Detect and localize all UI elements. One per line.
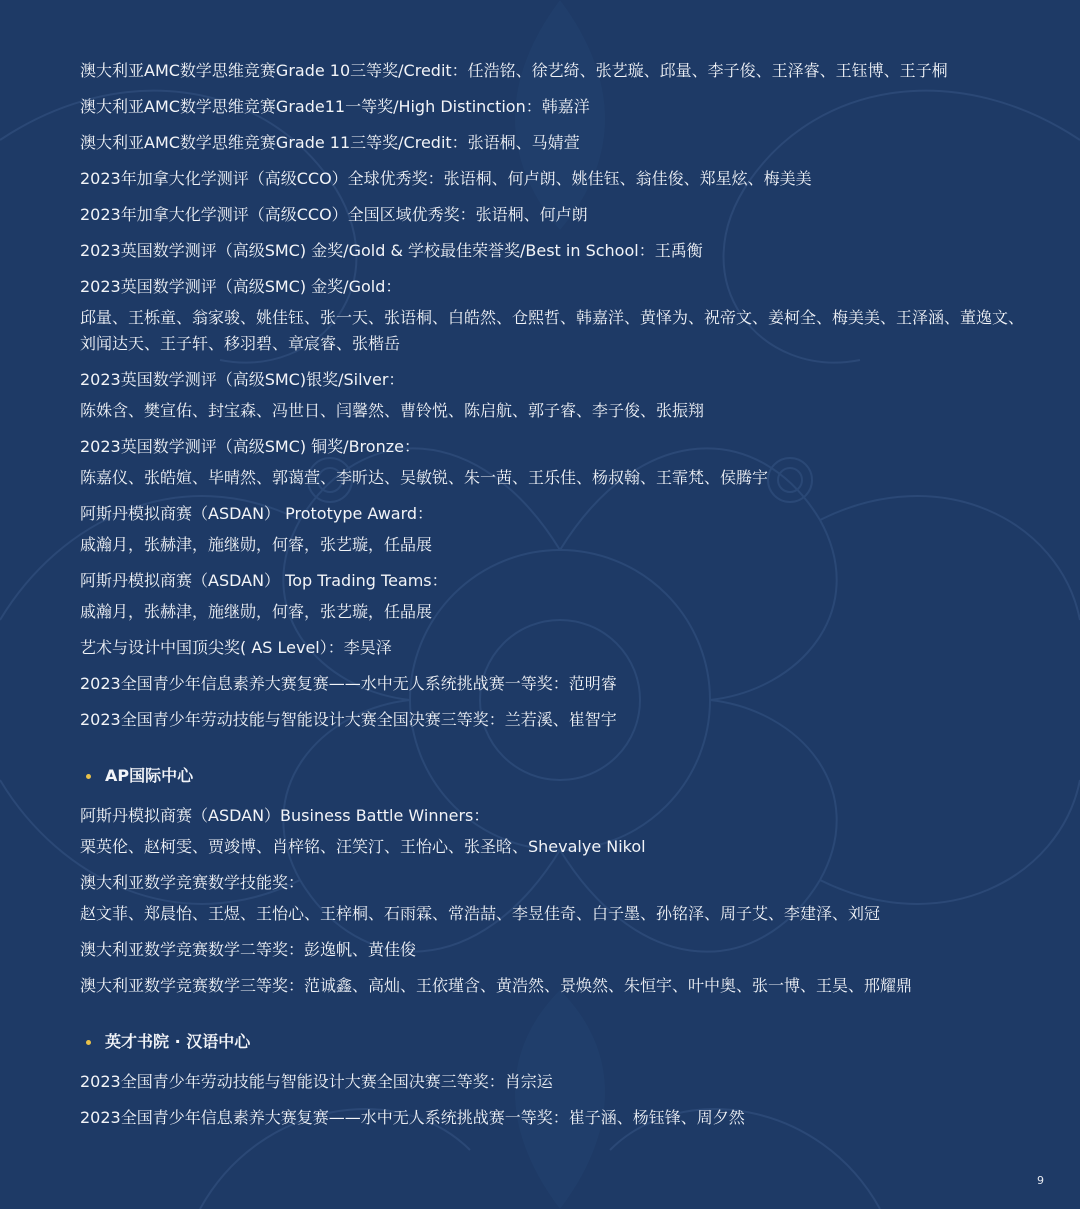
award-heading: 2023英国数学测评（高级SMC) 铜奖/Bronze：: [80, 437, 420, 456]
winner-names: 戚瀚月，张赫津，施继勋，何睿，张艺璇，任晶展: [80, 535, 433, 554]
award-line: 2023全国青少年信息素养大赛复赛——水中无人系统挑战赛一等奖：崔子涵、杨钰锋、周夕然: [80, 1108, 745, 1127]
award-line: 澳大利亚AMC数学思维竞赛Grade 10三等奖/Credit：任浩铭、徐艺绮、张艺璇、邱量、李子俊、王泽睿、王钰博、王子桐: [80, 61, 948, 80]
award-line: 2023年加拿大化学测评（高级CCO）全国区域优秀奖：张语桐、何卢朗: [80, 205, 588, 224]
award-line: 2023全国青少年劳动技能与智能设计大赛全国决赛三等奖：兰若溪、崔智宇: [80, 710, 617, 729]
award-line: 艺术与设计中国顶尖奖( AS Level）：李昊泽: [80, 638, 392, 657]
bullet-icon: [86, 1040, 91, 1045]
bullet-icon: [86, 774, 91, 779]
award-heading: 阿斯丹模拟商赛（ASDAN） Prototype Award：: [80, 504, 434, 523]
winner-names: 陈嘉仪、张皓媗、毕晴然、郭蔼萱、李昕达、吴敏锐、朱一茜、王乐佳、杨叔翰、王霏梵、侯腾宇: [80, 468, 769, 487]
award-line: 澳大利亚AMC数学思维竞赛Grade11一等奖/High Distinction：韩嘉洋: [80, 97, 590, 116]
section-title-yingcai: [80, 1029, 1040, 1055]
award-line: 澳大利亚数学竞赛数学二等奖：彭逸帆、黄佳俊: [80, 940, 417, 959]
award-heading: 阿斯丹模拟商赛（ASDAN） Top Trading Teams：: [80, 571, 448, 590]
award-line: 2023全国青少年信息素养大赛复赛——水中无人系统挑战赛一等奖：范明睿: [80, 674, 617, 693]
award-line: 2023年加拿大化学测评（高级CCO）全球优秀奖：张语桐、何卢朗、姚佳钰、翁佳俊、郑星炫、梅美美: [80, 169, 812, 188]
award-heading: 2023英国数学测评（高级SMC) 金奖/Gold：: [80, 277, 402, 296]
award-line: 澳大利亚数学竞赛数学三等奖：范诚鑫、高灿、王依瑾含、黄浩然、景焕然、朱恒宇、叶中奥、张一博、王昊、邢耀鼎: [80, 976, 913, 995]
award-line: 2023全国青少年劳动技能与智能设计大赛全国决赛三等奖：肖宗运: [80, 1072, 553, 1091]
section-title-ap: [80, 763, 1040, 789]
award-line: 澳大利亚AMC数学思维竞赛Grade 11三等奖/Credit：张语桐、马婧萱: [80, 133, 580, 152]
section-title-text: 英才书院 · 汉语中心: [105, 1032, 251, 1051]
award-heading: 2023英国数学测评（高级SMC)银奖/Silver：: [80, 370, 405, 389]
award-heading: 澳大利亚数学竞赛数学技能奖：: [80, 873, 305, 892]
winner-names: 邱量、王栎童、翁家骏、姚佳钰、张一天、张语桐、白皓然、仓熙哲、韩嘉洋、黄怿为、祝帝文、姜柯全、梅美美、王泽涵、董逸文、刘闻达天、王子轩、移羽碧、章宸睿、张楷岳: [80, 308, 1025, 353]
award-heading: 阿斯丹模拟商赛（ASDAN）Business Battle Winners：: [80, 806, 490, 825]
award-line: 2023英国数学测评（高级SMC) 金奖/Gold & 学校最佳荣誉奖/Best in School：王禹衡: [80, 241, 703, 260]
winner-names: 陈姝含、樊宣佑、封宝森、冯世日、闫馨然、曹铃悦、陈启航、郭子睿、李子俊、张振翔: [80, 401, 705, 420]
page-number: 9: [1037, 1174, 1044, 1187]
winner-names: 赵文菲、郑晨怡、王煜、王怡心、王梓桐、石雨霖、常浩喆、李昱佳奇、白子墨、孙铭泽、周子艾、李建泽、刘冠: [80, 904, 881, 923]
awards-list: [80, 58, 1040, 1131]
winner-names: 栗英伦、赵柯雯、贾竣博、肖梓铭、汪笑汀、王怡心、张圣晗、Shevalye Nikol: [80, 837, 646, 856]
section-title-text: AP国际中心: [105, 766, 194, 785]
winner-names: 戚瀚月，张赫津，施继勋，何睿，张艺璇，任晶展: [80, 602, 433, 621]
